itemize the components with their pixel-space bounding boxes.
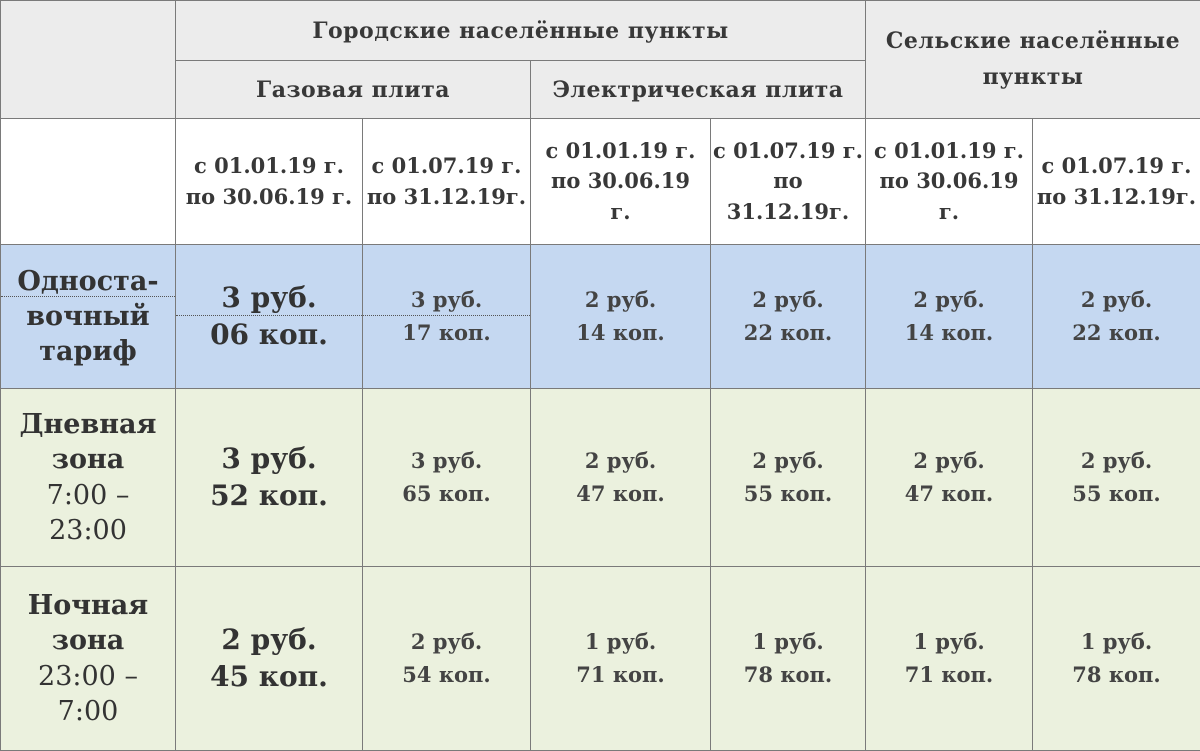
price-kop: 06 коп.: [178, 317, 360, 353]
row-time-line: 7:00 –: [3, 478, 173, 513]
period-corner-cell: [1, 119, 176, 245]
price-kop: 55 коп.: [1035, 478, 1198, 511]
price-rub: 3 руб.: [365, 284, 528, 317]
price-cell: [866, 389, 1033, 567]
price-rub: 2 руб.: [1035, 445, 1198, 478]
price-rub: 1 руб.: [713, 626, 863, 659]
price-kop: 54 коп.: [365, 659, 528, 692]
price-rub: 2 руб.: [533, 445, 708, 478]
price-rub: 2 руб.: [713, 445, 863, 478]
price-cell: [711, 389, 866, 567]
period-rural-2: [1033, 119, 1200, 245]
row-time-line: 23:00 –: [3, 659, 173, 694]
period-line: по 30.06.19 г.: [186, 184, 352, 209]
price-cell: [1033, 389, 1200, 567]
period-line: с 01.01.19 г.: [874, 138, 1024, 163]
price-rub: 1 руб.: [533, 626, 708, 659]
period-line: с 01.07.19 г.: [713, 138, 863, 163]
price-kop: 78 коп.: [713, 659, 863, 692]
period-gas-2: [363, 119, 531, 245]
row-night-zone: [1, 567, 1200, 751]
period-line: по 31.12.19г.: [1037, 184, 1196, 209]
row-label-line: зона: [3, 442, 173, 477]
period-line: с 01.01.19 г.: [546, 138, 696, 163]
price-kop: 14 коп.: [533, 317, 708, 350]
period-line: г.: [610, 199, 630, 224]
price-cell: [866, 567, 1033, 751]
header-rural: [866, 1, 1200, 119]
period-line: по 31.12.19г.: [367, 184, 526, 209]
header-electric-stove: Электрическая плита: [531, 61, 866, 119]
header-urban: Городские населённые пункты: [176, 1, 866, 61]
price-kop: 65 коп.: [365, 478, 528, 511]
period-line: 31.12.19г.: [727, 199, 849, 224]
row-single-rate: [1, 245, 1200, 389]
price-rub: 3 руб.: [365, 445, 528, 478]
price-kop: 45 коп.: [178, 659, 360, 695]
price-rub: 1 руб.: [1035, 626, 1198, 659]
price-rub: 2 руб.: [868, 284, 1030, 317]
price-cell: [176, 389, 363, 567]
price-rub: 1 руб.: [868, 626, 1030, 659]
period-gas-1: [176, 119, 363, 245]
row-label-line: Дневная: [3, 407, 173, 442]
price-cell: [1033, 567, 1200, 751]
row-label-line: вочный: [3, 299, 173, 334]
price-cell: [531, 245, 711, 389]
row-label-night-zone: [1, 567, 176, 751]
price-cell: [176, 567, 363, 751]
price-cell: [711, 567, 866, 751]
price-kop: 47 коп.: [533, 478, 708, 511]
header-corner-cell: [1, 1, 176, 119]
price-rub: 3 руб.: [178, 441, 360, 477]
price-cell: [531, 389, 711, 567]
price-kop: 71 коп.: [533, 659, 708, 692]
period-line: по 30.06.19 г.: [880, 168, 1019, 223]
period-rural-1: [866, 119, 1033, 245]
period-line: с 01.07.19 г.: [372, 153, 522, 178]
price-rub: 2 руб.: [868, 445, 1030, 478]
period-line: с 01.01.19 г.: [194, 153, 344, 178]
price-rub: 3 руб.: [178, 280, 360, 316]
price-kop: 22 коп.: [1035, 317, 1198, 350]
price-rub: 2 руб.: [365, 626, 528, 659]
period-line: по 30.06.19: [551, 168, 690, 193]
price-cell: [531, 567, 711, 751]
price-cell: [363, 389, 531, 567]
row-time-line: 23:00: [3, 513, 173, 548]
period-electric-2: [711, 119, 866, 245]
price-cell: [363, 567, 531, 751]
price-kop: 78 коп.: [1035, 659, 1198, 692]
period-line: по: [773, 168, 802, 193]
price-rub: 2 руб.: [178, 622, 360, 658]
price-cell: [176, 245, 363, 389]
header-rural-text: Сельские населённые пункты: [883, 24, 1183, 94]
price-kop: 22 коп.: [713, 317, 863, 350]
price-cell: [1033, 245, 1200, 389]
row-label-line: тариф: [3, 334, 173, 369]
price-kop: 14 коп.: [868, 317, 1030, 350]
row-label-line: Односта-: [3, 264, 173, 299]
row-label-line: зона: [3, 623, 173, 658]
period-electric-1: [531, 119, 711, 245]
price-kop: 71 коп.: [868, 659, 1030, 692]
price-cell: [363, 245, 531, 389]
row-label-single-rate: [1, 245, 176, 389]
header-gas-stove: Газовая плита: [176, 61, 531, 119]
price-rub: 2 руб.: [713, 284, 863, 317]
price-kop: 47 коп.: [868, 478, 1030, 511]
row-time-line: 7:00: [3, 694, 173, 729]
price-cell: [711, 245, 866, 389]
row-label-day-zone: [1, 389, 176, 567]
row-label-line: Ночная: [3, 588, 173, 623]
price-rub: 2 руб.: [533, 284, 708, 317]
row-day-zone: [1, 389, 1200, 567]
header-row-periods: [1, 119, 1200, 245]
header-row-1: [1, 1, 1200, 61]
price-rub: 2 руб.: [1035, 284, 1198, 317]
period-line: с 01.07.19 г.: [1042, 153, 1192, 178]
price-cell: [866, 245, 1033, 389]
price-kop: 17 коп.: [365, 317, 528, 350]
price-kop: 52 коп.: [178, 478, 360, 514]
price-kop: 55 коп.: [713, 478, 863, 511]
